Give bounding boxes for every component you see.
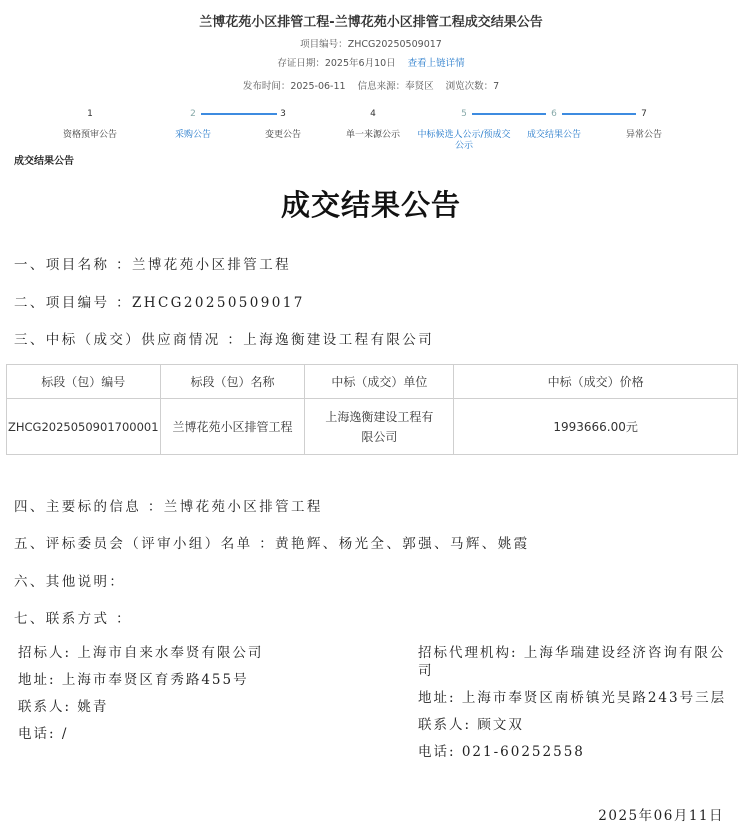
supplier-item: 三、中标（成交）供应商情况 ：上海逸衡建设工程有限公司 [14, 332, 435, 348]
tenderer-address: 地址: 上海市奉贤区育秀路455号 [18, 672, 249, 688]
page-title: 兰博花苑小区排管工程-兰博花苑小区排管工程成交结果公告 [199, 15, 543, 30]
evidence-line [0, 55, 742, 69]
step-label: 成交结果公告 [526, 130, 581, 140]
project-number-item: 二、项目编号 ：ZHCG20250509017 [14, 295, 305, 311]
step-number: 7 [641, 109, 647, 119]
table-row [7, 399, 738, 455]
agency-address: 地址: 上海市奉贤区南桥镇光昊路243号三层 [418, 690, 727, 706]
committee-item: 五、评标委员会（评审小组）名单 ：黄艳辉、杨光全、郭强、马辉、姚霞 [14, 536, 530, 552]
info-source-label: 信息来源： [357, 81, 406, 92]
table-cell: 兰博花苑小区排管工程 [160, 399, 305, 455]
progress-steps [0, 108, 742, 154]
result-table [6, 364, 738, 455]
contact-heading-item: 七、联系方式 ： [14, 611, 132, 627]
view-count-value: 7 [493, 81, 500, 92]
agency-contact-person: 联系人: 顾文双 [418, 717, 524, 733]
step-number: 1 [87, 109, 93, 119]
step-label: 中标候选人公示/预成交公示 [417, 130, 511, 151]
other-notes-item: 六、其他说明： [14, 574, 126, 590]
step-number: 2 [190, 109, 196, 119]
document-date: 2025年06月11日 [598, 808, 724, 824]
tenderer-name: 招标人: 上海市自来水奉贤有限公司 [18, 645, 264, 661]
step-prequalification[interactable] [35, 108, 145, 141]
step-label: 变更公告 [264, 130, 301, 140]
step-label: 采购公告 [174, 130, 211, 140]
view-count-label: 浏览次数： [445, 81, 494, 92]
table-header-cell: 标段（包）编号 [7, 365, 161, 399]
step-label: 单一来源公示 [345, 130, 400, 140]
table-header-row [7, 365, 738, 399]
table-cell: ZHCG2025050901700001 [7, 399, 161, 455]
step-label: 异常公告 [625, 130, 662, 140]
table-cell: 上海逸衡建设工程有限公司 [305, 399, 454, 455]
main-subject-item: 四、主要标的信息 ：兰博花苑小区排管工程 [14, 499, 323, 515]
section-label: 成交结果公告 [14, 156, 74, 167]
tenderer-contact-person: 联系人: 姚青 [18, 699, 109, 715]
step-number: 6 [551, 109, 557, 119]
publish-time-label: 发布时间： [242, 81, 291, 92]
chain-detail-link[interactable]: 查看上链详情 [407, 58, 465, 69]
publish-info-line [0, 78, 742, 92]
agency-phone: 电话: 021-60252558 [418, 744, 585, 760]
agency-name: 招标代理机构: 上海华瑞建设经济咨询有限公司 [418, 645, 726, 679]
table-header-cell: 中标（成交）单位 [305, 365, 454, 399]
step-number: 5 [461, 109, 467, 119]
table-header-cell: 标段（包）名称 [160, 365, 305, 399]
step-abnormal[interactable] [589, 108, 699, 141]
step-label: 资格预审公告 [62, 130, 117, 140]
table-header-cell: 中标（成交）价格 [454, 365, 738, 399]
project-number-label: 项目编号： [300, 39, 348, 50]
project-number-line [0, 36, 742, 50]
project-name-item: 一、项目名称 ：兰博花苑小区排管工程 [14, 257, 291, 273]
agency-contact-block [418, 644, 736, 770]
document-heading: 成交结果公告 [280, 188, 461, 222]
table-cell: 1993666.00元 [454, 399, 738, 455]
step-number: 3 [280, 109, 286, 119]
evidence-date-label: 存证日期： [277, 58, 325, 69]
evidence-date-value: 2025年6月10日 [324, 58, 396, 69]
step-number: 4 [370, 109, 376, 119]
tenderer-contact-block [18, 644, 338, 752]
publish-time-value: 2025-06-11 [290, 81, 346, 92]
tenderer-phone: 电话: / [18, 726, 69, 742]
project-number-value: ZHCG20250509017 [347, 39, 442, 50]
info-source-value: 奉贤区 [405, 81, 434, 92]
